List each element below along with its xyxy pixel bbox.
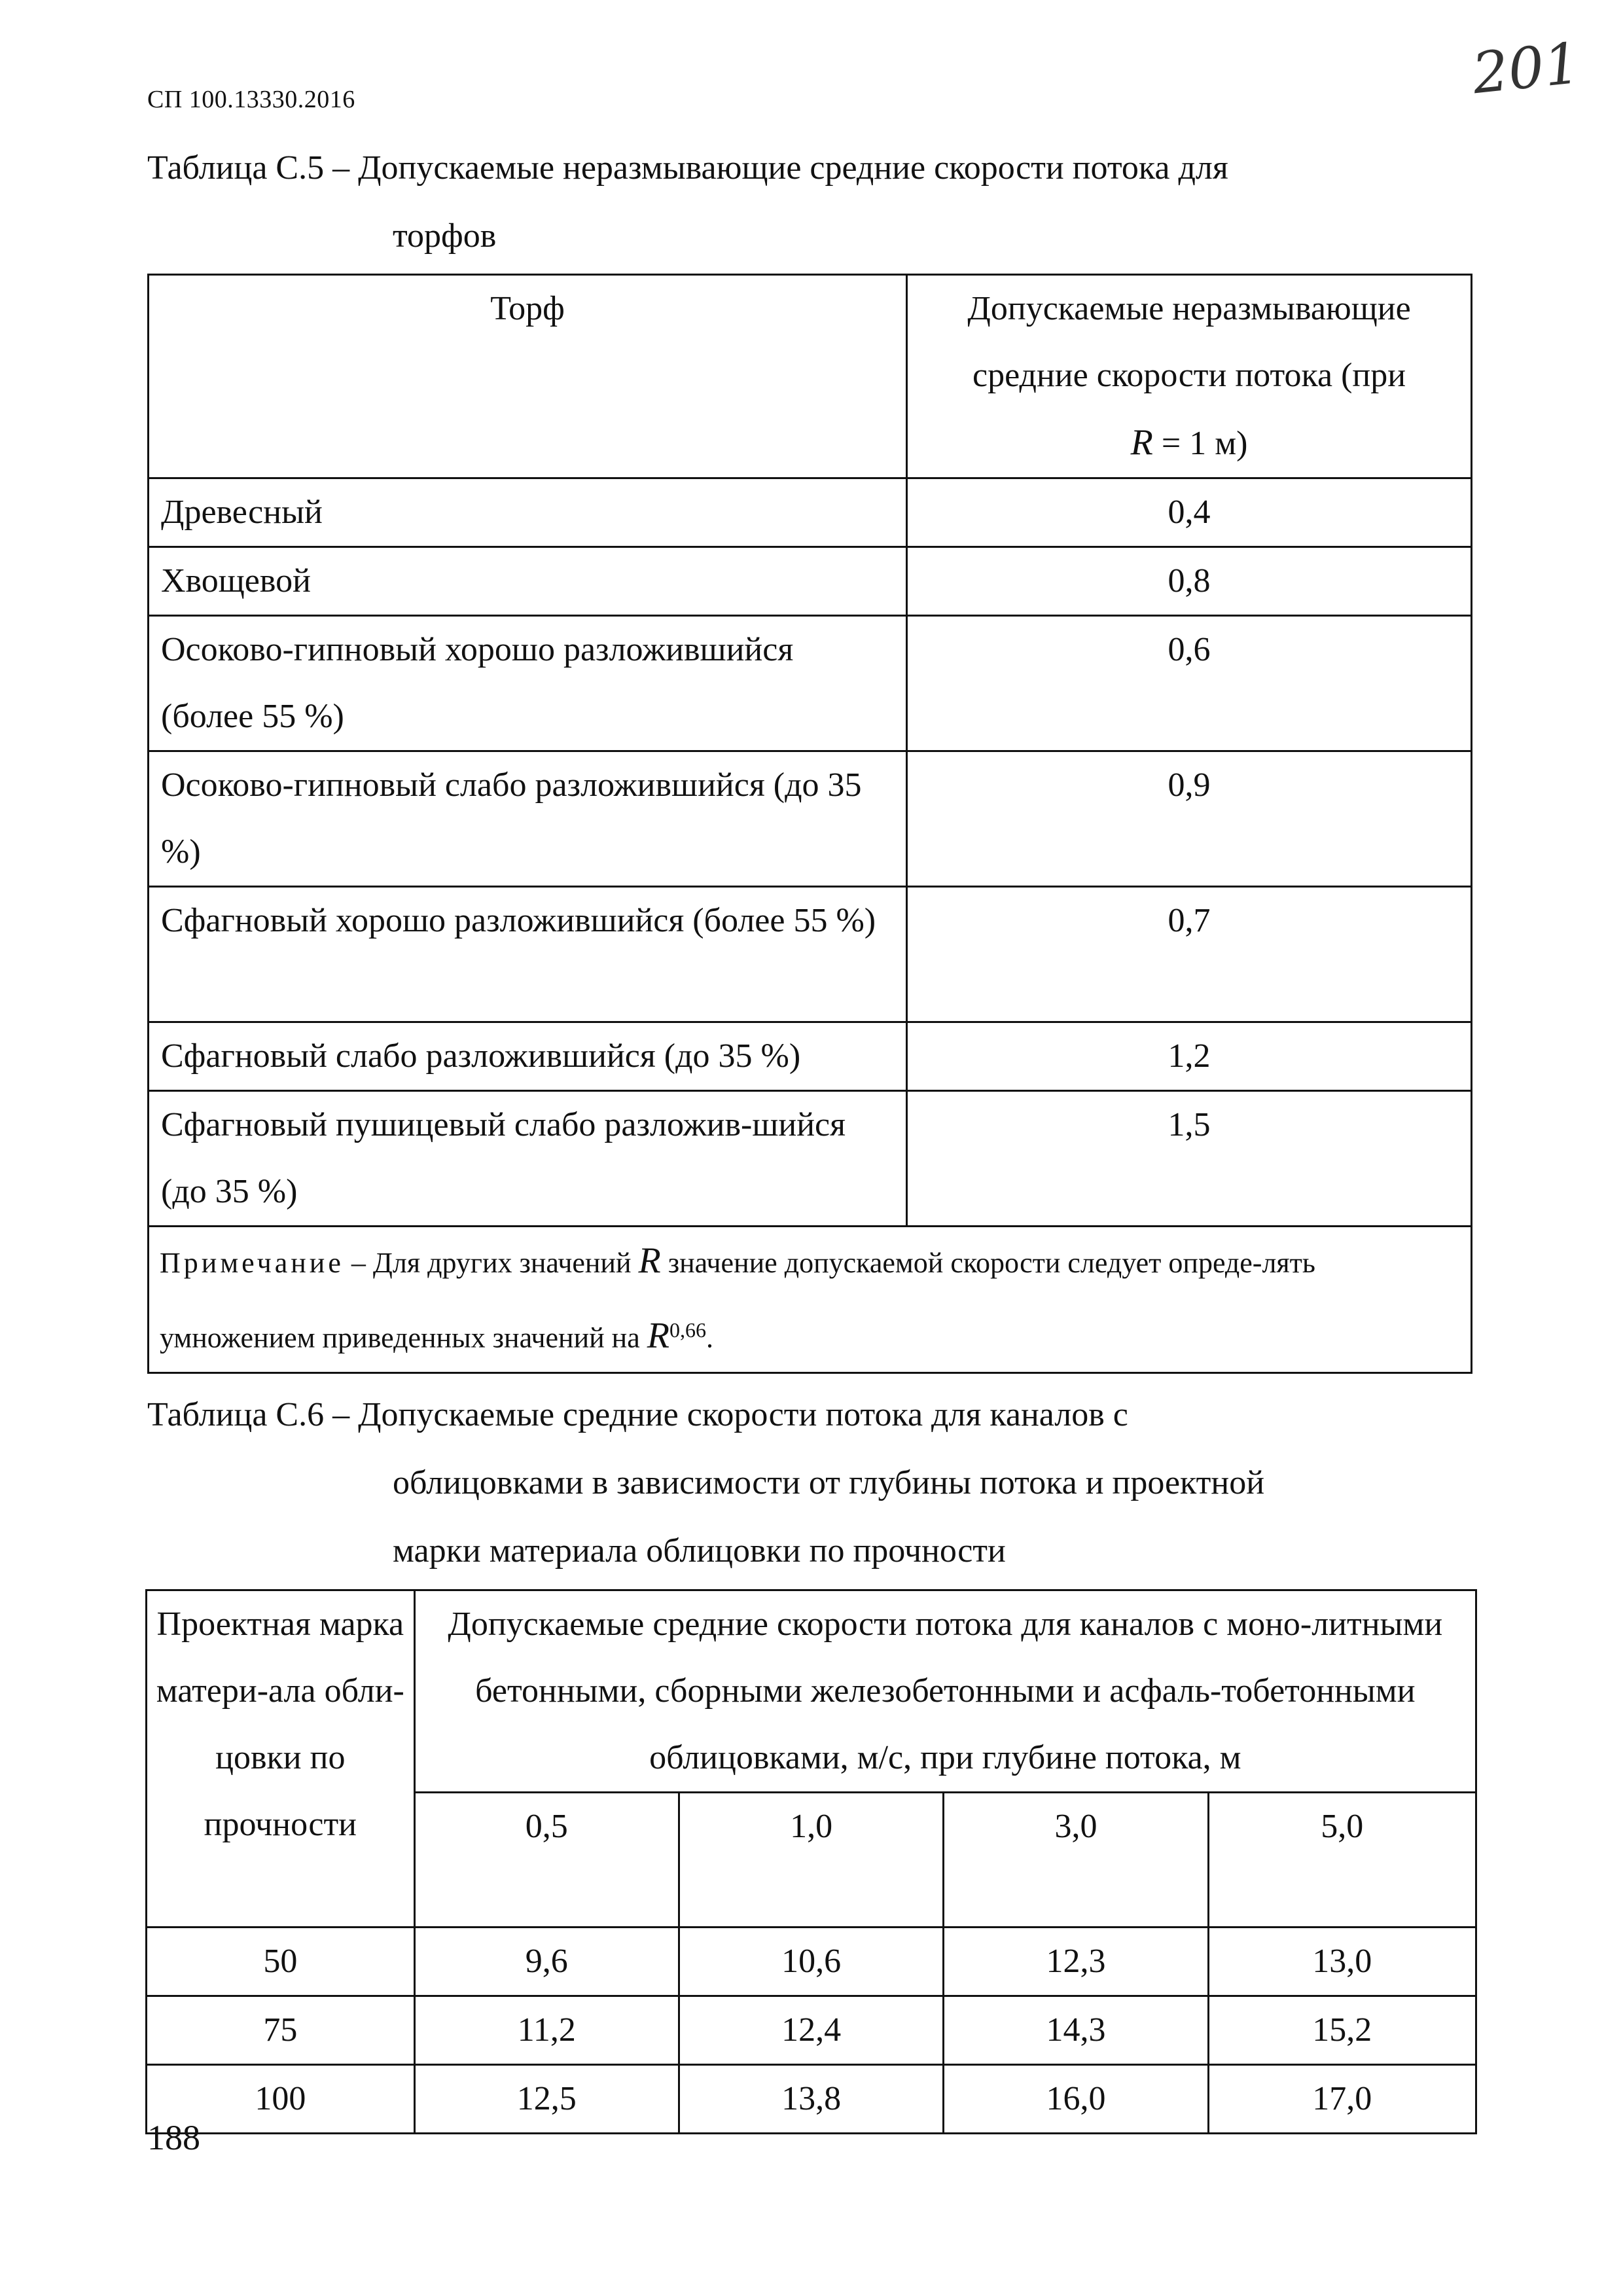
table-c5-header-velocity-line3: = 1 м)	[1152, 425, 1248, 462]
note-exponent: 0,66	[669, 1318, 706, 1342]
note-text-part1: – Для других значений	[344, 1247, 639, 1279]
velocity-cell: 9,6	[414, 1928, 679, 1996]
velocity-cell: 12,5	[414, 2065, 679, 2134]
table-c5-header-row	[149, 275, 1472, 478]
velocity-cell: 0,7	[907, 887, 1472, 1022]
peat-type-cell: Сфагновый хорошо разложившийся (более 55 %)	[149, 887, 907, 1022]
table-c6-caption-line3: марки материала облицовки по прочности	[393, 1532, 1006, 1570]
velocity-cell: 15,2	[1208, 1996, 1476, 2065]
velocity-cell: 0,6	[907, 616, 1472, 751]
note-text-part2: значение допускаемой скорости следует опреде-лять умножением приведенных значений на	[160, 1247, 1315, 1354]
grade-cell: 100	[147, 2065, 415, 2134]
table-c5-caption	[147, 134, 1228, 270]
table-c5-header-peat	[149, 275, 907, 478]
r-symbol: R	[1130, 422, 1153, 463]
table-row	[147, 2065, 1476, 2134]
table-c6-caption	[147, 1381, 1264, 1585]
table-c6-header-grade: Проектная марка матери-ала обли-цовки по прочности	[147, 1590, 415, 1928]
doc-code: СП 100.13330.2016	[147, 86, 355, 113]
table-c5-header-velocity-line2: средние скорости потока (при	[972, 357, 1406, 394]
velocity-cell: 13,0	[1208, 1928, 1476, 1996]
table-c5	[147, 274, 1472, 1374]
peat-type-cell: Древесный	[149, 478, 907, 547]
grade-cell: 50	[147, 1928, 415, 1996]
velocity-cell: 0,9	[907, 751, 1472, 887]
table-row	[149, 547, 1472, 616]
table-c6	[145, 1589, 1477, 2134]
peat-type-cell: Хвощевой	[149, 547, 907, 616]
grade-cell: 75	[147, 1996, 415, 2065]
depth-header: 5,0	[1208, 1793, 1476, 1928]
table-c5-header-velocity-line1: Допускаемые неразмывающие	[967, 290, 1411, 327]
note-label: Примечание	[160, 1247, 344, 1279]
table-row	[147, 1996, 1476, 2065]
velocity-cell: 14,3	[944, 1996, 1208, 2065]
velocity-cell: 12,3	[944, 1928, 1208, 1996]
velocity-cell: 16,0	[944, 2065, 1208, 2134]
table-c6-header-group: Допускаемые средние скорости потока для каналов с моно-литными бетонными, сборными железобетонными и асфаль-тобетонными облицовками, м/с, при глубине потока, м	[414, 1590, 1476, 1793]
table-row	[147, 1928, 1476, 1996]
peat-type-cell: Осоково-гипновый хорошо разложившийся (более 55 %)	[149, 616, 907, 751]
depth-header: 1,0	[679, 1793, 943, 1928]
velocity-cell: 11,2	[414, 1996, 679, 2065]
note-r-symbol-power: R	[647, 1315, 669, 1356]
velocity-cell: 12,4	[679, 1996, 943, 2065]
velocity-cell: 0,8	[907, 547, 1472, 616]
table-c6-caption-line2: облицовками в зависимости от глубины потока и проектной	[393, 1464, 1265, 1501]
table-c5-note-row	[149, 1227, 1472, 1373]
table-c6-header-row	[147, 1590, 1476, 1793]
table-row	[149, 616, 1472, 751]
velocity-cell: 0,4	[907, 478, 1472, 547]
handwritten-page-mark: 201	[1469, 30, 1583, 107]
table-c5-caption-line1: Таблица С.5 – Допускаемые неразмывающие средние скорости потока для	[147, 149, 1228, 187]
table-c5-header-velocity	[907, 275, 1472, 478]
table-row	[149, 1091, 1472, 1227]
table-row	[149, 478, 1472, 547]
velocity-cell: 10,6	[679, 1928, 943, 1996]
table-c5-note	[149, 1227, 1472, 1373]
velocity-cell: 17,0	[1208, 2065, 1476, 2134]
velocity-cell: 1,2	[907, 1022, 1472, 1091]
note-end: .	[705, 1321, 713, 1354]
table-c6-caption-line1: Таблица С.6 – Допускаемые средние скорости потока для каналов с	[147, 1396, 1128, 1433]
depth-header: 3,0	[944, 1793, 1208, 1928]
page-number: 188	[147, 2118, 200, 2157]
table-row	[149, 1022, 1472, 1091]
table-row	[149, 751, 1472, 887]
table-c5-caption-line2: торфов	[393, 217, 497, 255]
velocity-cell: 1,5	[907, 1091, 1472, 1227]
table-row	[149, 887, 1472, 1022]
velocity-cell: 13,8	[679, 2065, 943, 2134]
peat-type-cell: Осоково-гипновый слабо разложившийся (до 35 %)	[149, 751, 907, 887]
note-r-symbol: R	[638, 1240, 661, 1281]
table-c5-header-peat-text: Торф	[490, 290, 565, 327]
peat-type-cell: Сфагновый слабо разложившийся (до 35 %)	[149, 1022, 907, 1091]
peat-type-cell: Сфагновый пушицевый слабо разложив-шийся (до 35 %)	[149, 1091, 907, 1227]
depth-header: 0,5	[414, 1793, 679, 1928]
